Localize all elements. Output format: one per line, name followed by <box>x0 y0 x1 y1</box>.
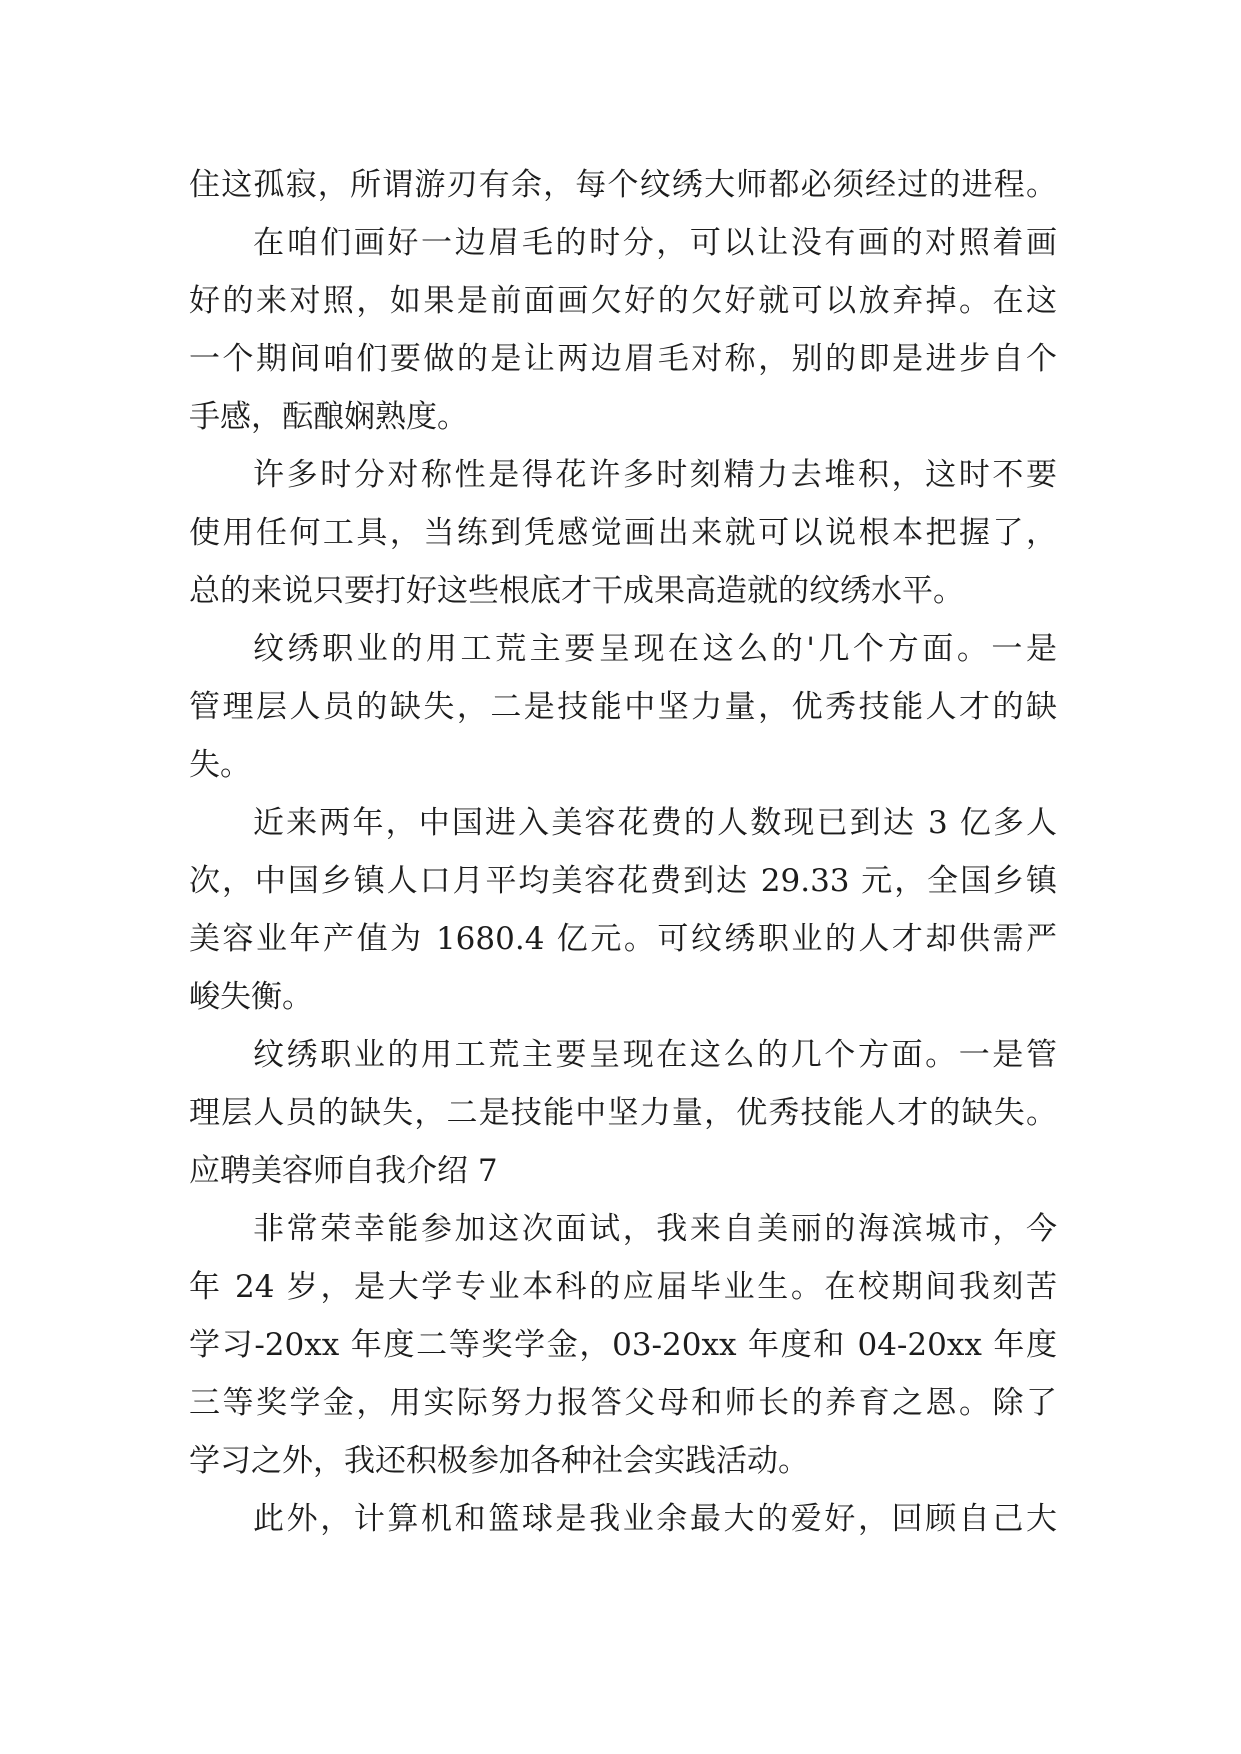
paragraph-first-line: 非常荣幸能参加这次面试，我来自美丽的海滨城市，今 <box>253 1211 1057 1247</box>
text-line: 使用任何工具，当练到凭感觉画出来就可以说根本把握了， <box>189 515 1057 551</box>
text-line: 手感，酝酿娴熟度。 <box>189 399 468 435</box>
text-line: 学习-20xx 年度二等奖学金，03-20xx 年度和 04-20xx 年度 <box>189 1327 1057 1363</box>
section-heading: 应聘美容师自我介绍 7 <box>189 1153 498 1189</box>
text-line: 理层人员的缺失，二是技能中坚力量，优秀技能人才的缺失。 <box>189 1095 1057 1131</box>
text-line: 美容业年产值为 1680.4 亿元。可纹绣职业的人才却供需严 <box>189 921 1057 957</box>
paragraph-first-line: 纹绣职业的用工荒主要呈现在这么的几个方面。一是管 <box>253 1037 1057 1073</box>
text-line: 管理层人员的缺失，二是技能中坚力量，优秀技能人才的缺 <box>189 689 1057 725</box>
paragraph-first-line: 此外，计算机和篮球是我业余最大的爱好，回顾自己大 <box>253 1501 1057 1537</box>
text-line: 好的来对照，如果是前面画欠好的欠好就可以放弃掉。在这 <box>189 283 1057 319</box>
text-line: 一个期间咱们要做的是让两边眉毛对称，别的即是进步自个 <box>189 341 1057 377</box>
text-line: 年 24 岁，是大学专业本科的应届毕业生。在校期间我刻苦 <box>189 1269 1057 1305</box>
text-line: 三等奖学金，用实际努力报答父母和师长的养育之恩。除了 <box>189 1385 1057 1421</box>
text-line: 峻失衡。 <box>189 979 313 1015</box>
text-line: 住这孤寂，所谓游刃有余，每个纹绣大师都必须经过的进程。 <box>189 167 1057 203</box>
text-line: 总的来说只要打好这些根底才干成果高造就的纹绣水平。 <box>189 573 964 609</box>
text-line: 学习之外，我还积极参加各种社会实践活动。 <box>189 1443 809 1479</box>
paragraph-first-line: 许多时分对称性是得花许多时刻精力去堆积，这时不要 <box>253 457 1057 493</box>
paragraph-first-line: 纹绣职业的用工荒主要呈现在这么的'几个方面。一是 <box>253 631 1057 667</box>
text-line: 失。 <box>189 747 251 783</box>
paragraph-first-line: 近来两年，中国进入美容花费的人数现已到达 3 亿多人 <box>253 805 1057 841</box>
text-line: 次，中国乡镇人口月平均美容花费到达 29.33 元，全国乡镇 <box>189 863 1057 899</box>
paragraph-first-line: 在咱们画好一边眉毛的时分，可以让没有画的对照着画 <box>253 225 1057 261</box>
